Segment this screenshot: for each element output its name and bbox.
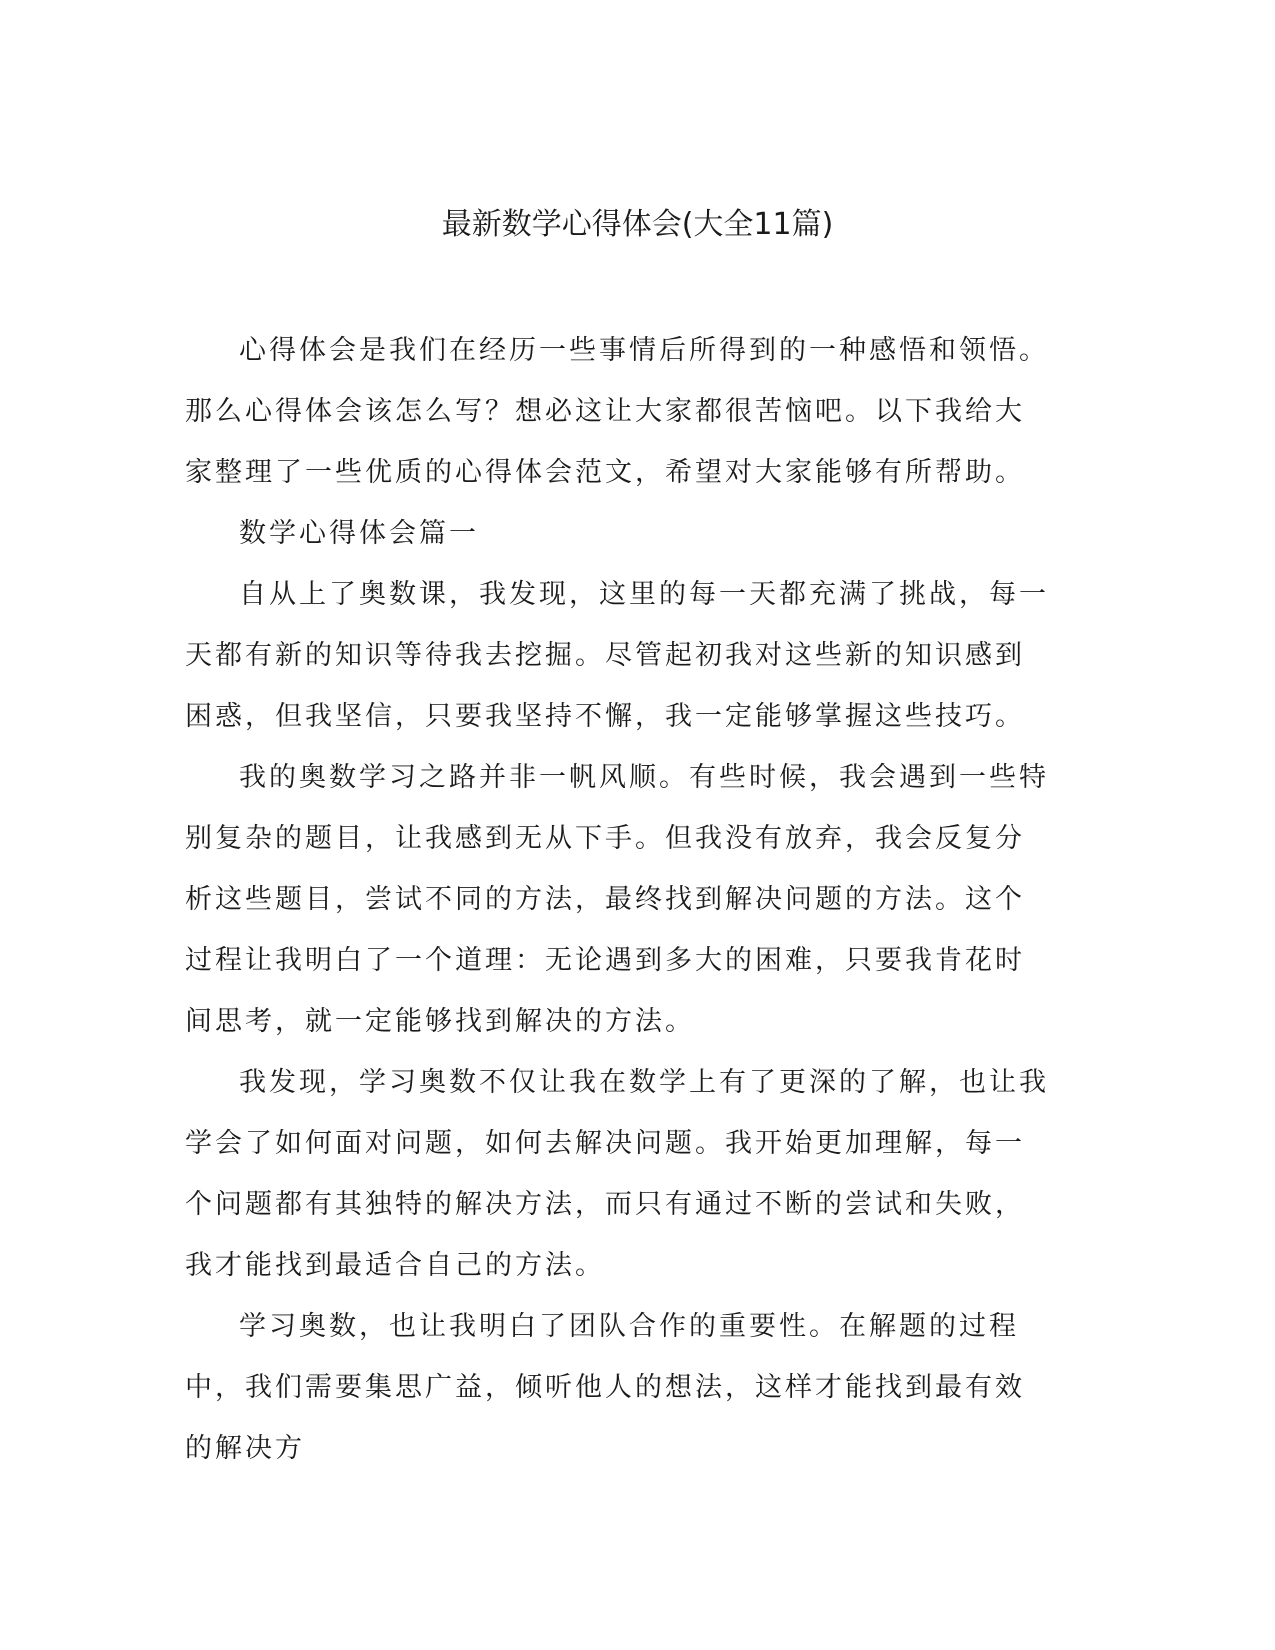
body-paragraph-2: 我的奥数学习之路并非一帆风顺。有些时候，我会遇到一些特别复杂的题目，让我感到无从下手。但我没有放弃，我会反复分析这些题目，尝试不同的方法，最终找到解决问题的方法。这个过程让我明白了一个道理：无论遇到多大的困难，只要我肯花时间思考，就一定能够找到解决的方法。 bbox=[185, 762, 1049, 1037]
body-paragraph-1: 自从上了奥数课，我发现，这里的每一天都充满了挑战，每一天都有新的知识等待我去挖掘。尽管起初我对这些新的知识感到困惑，但我坚信，只要我坚持不懈，我一定能够掌握这些技巧。 bbox=[185, 579, 1049, 732]
document-title: 最新数学心得体会(大全11篇) bbox=[441, 207, 834, 242]
section-heading: 数学心得体会篇一 bbox=[239, 518, 479, 549]
document-body bbox=[185, 320, 1050, 1479]
body-paragraph-4: 学习奥数，也让我明白了团队合作的重要性。在解题的过程中，我们需要集思广益，倾听他人的想法，这样才能找到最有效的解决方 bbox=[185, 1311, 1025, 1464]
intro-paragraph: 心得体会是我们在经历一些事情后所得到的一种感悟和领悟。那么心得体会该怎么写？想必这让大家都很苦恼吧。以下我给大家整理了一些优质的心得体会范文，希望对大家能够有所帮助。 bbox=[185, 335, 1049, 488]
body-paragraph-3: 我发现，学习奥数不仅让我在数学上有了更深的了解，也让我学会了如何面对问题，如何去解决问题。我开始更加理解，每一个问题都有其独特的解决方法，而只有通过不断的尝试和失败，我才能找到最适合自己的方法。 bbox=[185, 1067, 1049, 1281]
